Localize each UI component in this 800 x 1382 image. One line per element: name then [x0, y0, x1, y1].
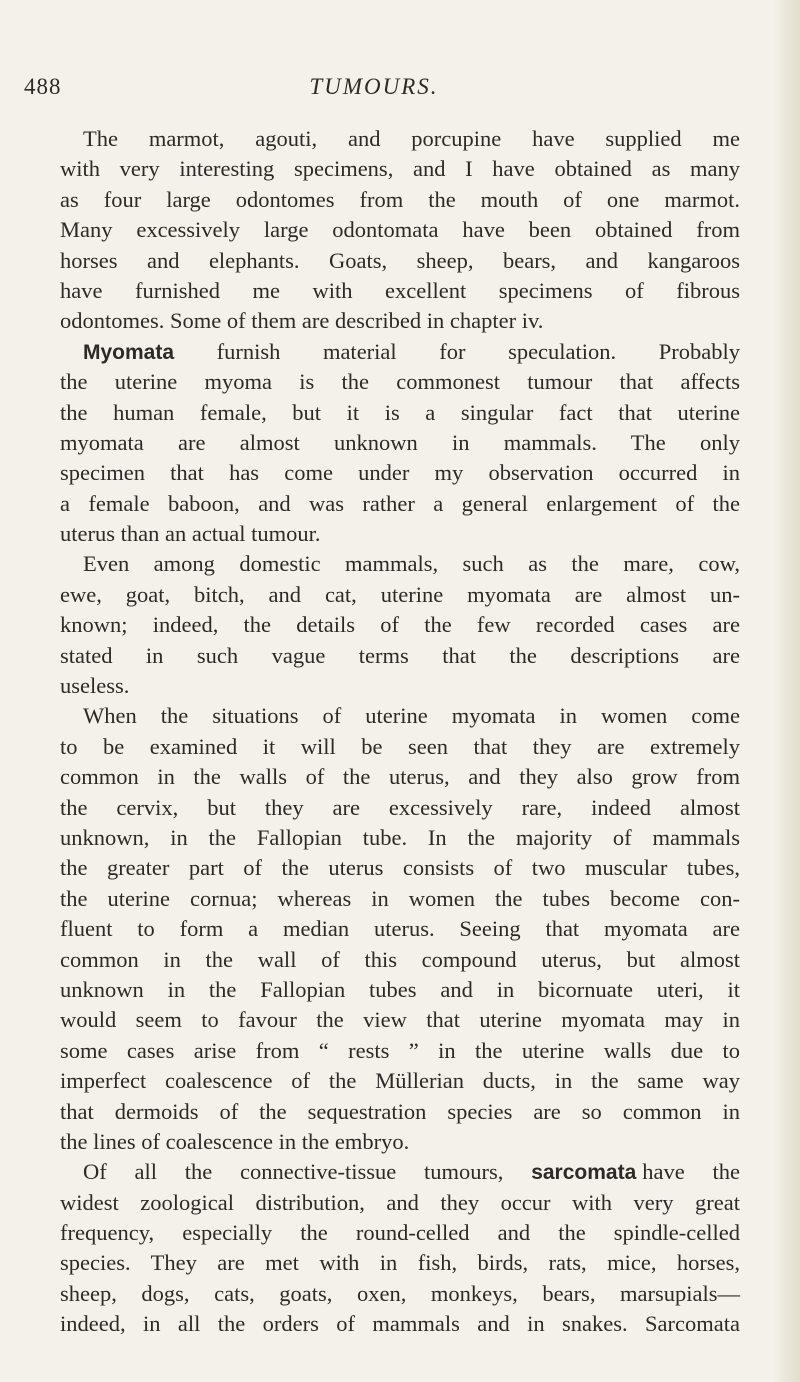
body-text [60, 124, 740, 1340]
text-fragment: Of all the connective-tissue tumours, [83, 1159, 532, 1185]
text-line: the uterine myoma is the commonest tumour that affects [60, 369, 740, 395]
text-line: fluent to form a median uterus. Seeing that myomata are [60, 916, 740, 942]
text-line: widest zoological distribution, and they occur with very great [60, 1189, 740, 1215]
text-line: with very interesting specimens, and I have obtained as many [60, 156, 740, 182]
running-title: TUMOURS. [309, 74, 439, 99]
paragraph-sarcomata [60, 1157, 740, 1339]
text-line: When the situations of uterine myomata in women come [83, 703, 740, 729]
text-line [60, 1157, 740, 1187]
text-line: have furnished me with excellent specimens of fibrous [60, 277, 740, 303]
text-line: useless. [60, 673, 130, 699]
text-line: the greater part of the uterus consists of two muscular tubes, [60, 855, 740, 881]
text-line: uterus than an actual tumour. [60, 521, 321, 547]
text-line: species. They are met with in fish, birds, rats, mice, horses, [60, 1250, 740, 1276]
text-line: as four large odontomes from the mouth of one marmot. [60, 186, 740, 212]
paragraph-marmot-specimens [60, 124, 740, 337]
text-line: Even among domestic mammals, such as the mare, cow, [83, 551, 740, 577]
text-line: common in the walls of the uterus, and they also grow from [60, 764, 740, 790]
text-line: horses and elephants. Goats, sheep, bears, and kangaroos [60, 247, 740, 273]
text-line: would seem to favour the view that uterine myomata may in [60, 1007, 740, 1033]
text-line: unknown, in the Fallopian tube. In the majority of mammals [60, 824, 740, 850]
text-line: that dermoids of the sequestration species are so common in [60, 1098, 740, 1124]
text-line: frequency, especially the round-celled and the spindle-celled [60, 1220, 740, 1246]
text-line: specimen that has come under my observation occurred in [60, 460, 740, 486]
text-line: imperfect coalescence of the Müllerian ducts, in the same way [60, 1068, 740, 1094]
text-line: myomata are almost unknown in mammals. The only [60, 429, 740, 455]
text-line: Many excessively large odontomata have been obtained from [60, 217, 740, 243]
paragraph-situations [60, 701, 740, 1157]
page-number: 488 [24, 74, 62, 99]
text-line: to be examined it will be seen that they are extremely [60, 733, 740, 759]
text-line: ewe, goat, bitch, and cat, uterine myomata are almost un- [60, 581, 740, 607]
text-line: some cases arise from “ rests ” in the uterine walls due to [60, 1037, 740, 1063]
text-fragment: furnish material for speculation. Probably [174, 338, 740, 364]
text-line: The marmot, agouti, and porcupine have supplied me [83, 126, 740, 151]
text-line: sheep, dogs, cats, goats, oxen, monkeys, bears, marsupials— [60, 1280, 740, 1306]
term-sarcomata: sarcomata [531, 1161, 637, 1185]
text-fragment: have the [642, 1159, 740, 1185]
page-edge-shadow [774, 0, 800, 1382]
text-line: the lines of coalescence in the embryo. [60, 1128, 410, 1154]
text-line: odontomes. Some of them are described in chapter iv. [60, 308, 544, 334]
text-line: the uterine cornua; whereas in women the tubes become con- [60, 885, 740, 911]
text-line: the cervix, but they are excessively rare, indeed almost [60, 794, 740, 820]
term-myomata: Myomata [83, 340, 175, 364]
text-line: known; indeed, the details of the few recorded cases are [60, 612, 740, 638]
text-line: stated in such vague terms that the descriptions are [60, 642, 740, 668]
text-line: the human female, but it is a singular fact that uterine [60, 399, 740, 425]
text-line: a female baboon, and was rather a general enlargement of the [60, 490, 740, 516]
page-header [24, 74, 724, 110]
paragraph-myomata [60, 337, 740, 550]
text-line: indeed, in all the orders of mammals and in snakes. Sarcomata [60, 1311, 740, 1337]
text-line: unknown in the Fallopian tubes and in bicornuate uteri, it [60, 976, 740, 1002]
text-line [60, 337, 740, 367]
text-line: common in the wall of this compound uterus, but almost [60, 946, 740, 972]
paragraph-domestic-mammals [60, 549, 740, 701]
